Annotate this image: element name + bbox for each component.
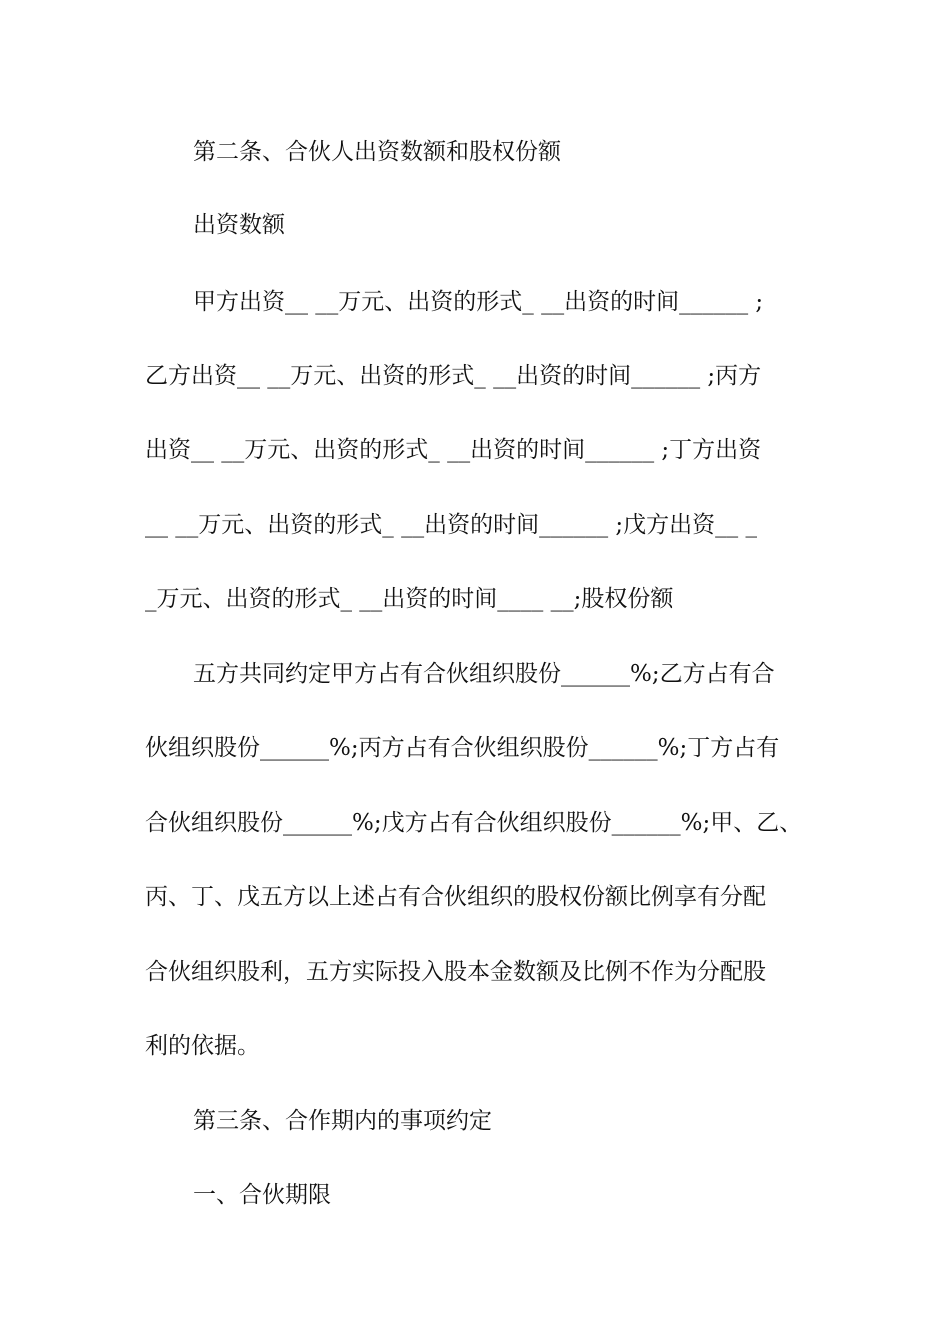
- article-2-heading: 第二条、合伙人出资数额和股权份额: [193, 139, 561, 165]
- paragraph-line: 利的依据。: [145, 1033, 260, 1059]
- contribution-amount-heading: 出资数额: [193, 212, 285, 238]
- paragraph-line: 合伙组织股份______%;戊方占有合伙组织股份______%;甲、乙、: [145, 810, 803, 836]
- paragraph-line: 五方共同约定甲方占有合伙组织股份______%;乙方占有合: [193, 661, 775, 687]
- paragraph-line: 出资__ __万元、出资的形式_ __出资的时间______ ;丁方出资: [145, 437, 762, 463]
- paragraph-line: 甲方出资__ __万元、出资的形式_ __出资的时间______ ;: [193, 289, 764, 315]
- paragraph-line: __ __万元、出资的形式_ __出资的时间______ ;戊方出资__ _: [145, 512, 757, 538]
- paragraph-line: 乙方出资__ __万元、出资的形式_ __出资的时间______ ;丙方: [145, 363, 762, 389]
- paragraph-line: 丙、丁、戊五方以上述占有合伙组织的股权份额比例享有分配: [145, 884, 766, 910]
- partnership-term-heading: 一、合伙期限: [193, 1182, 331, 1208]
- paragraph-line: _万元、出资的形式_ __出资的时间____ __;股权份额: [145, 586, 674, 612]
- paragraph-line: 伙组织股份______%;丙方占有合伙组织股份______%;丁方占有: [145, 735, 780, 761]
- article-3-heading: 第三条、合作期内的事项约定: [193, 1108, 492, 1134]
- paragraph-line: 合伙组织股利，五方实际投入股本金数额及比例不作为分配股: [145, 959, 766, 985]
